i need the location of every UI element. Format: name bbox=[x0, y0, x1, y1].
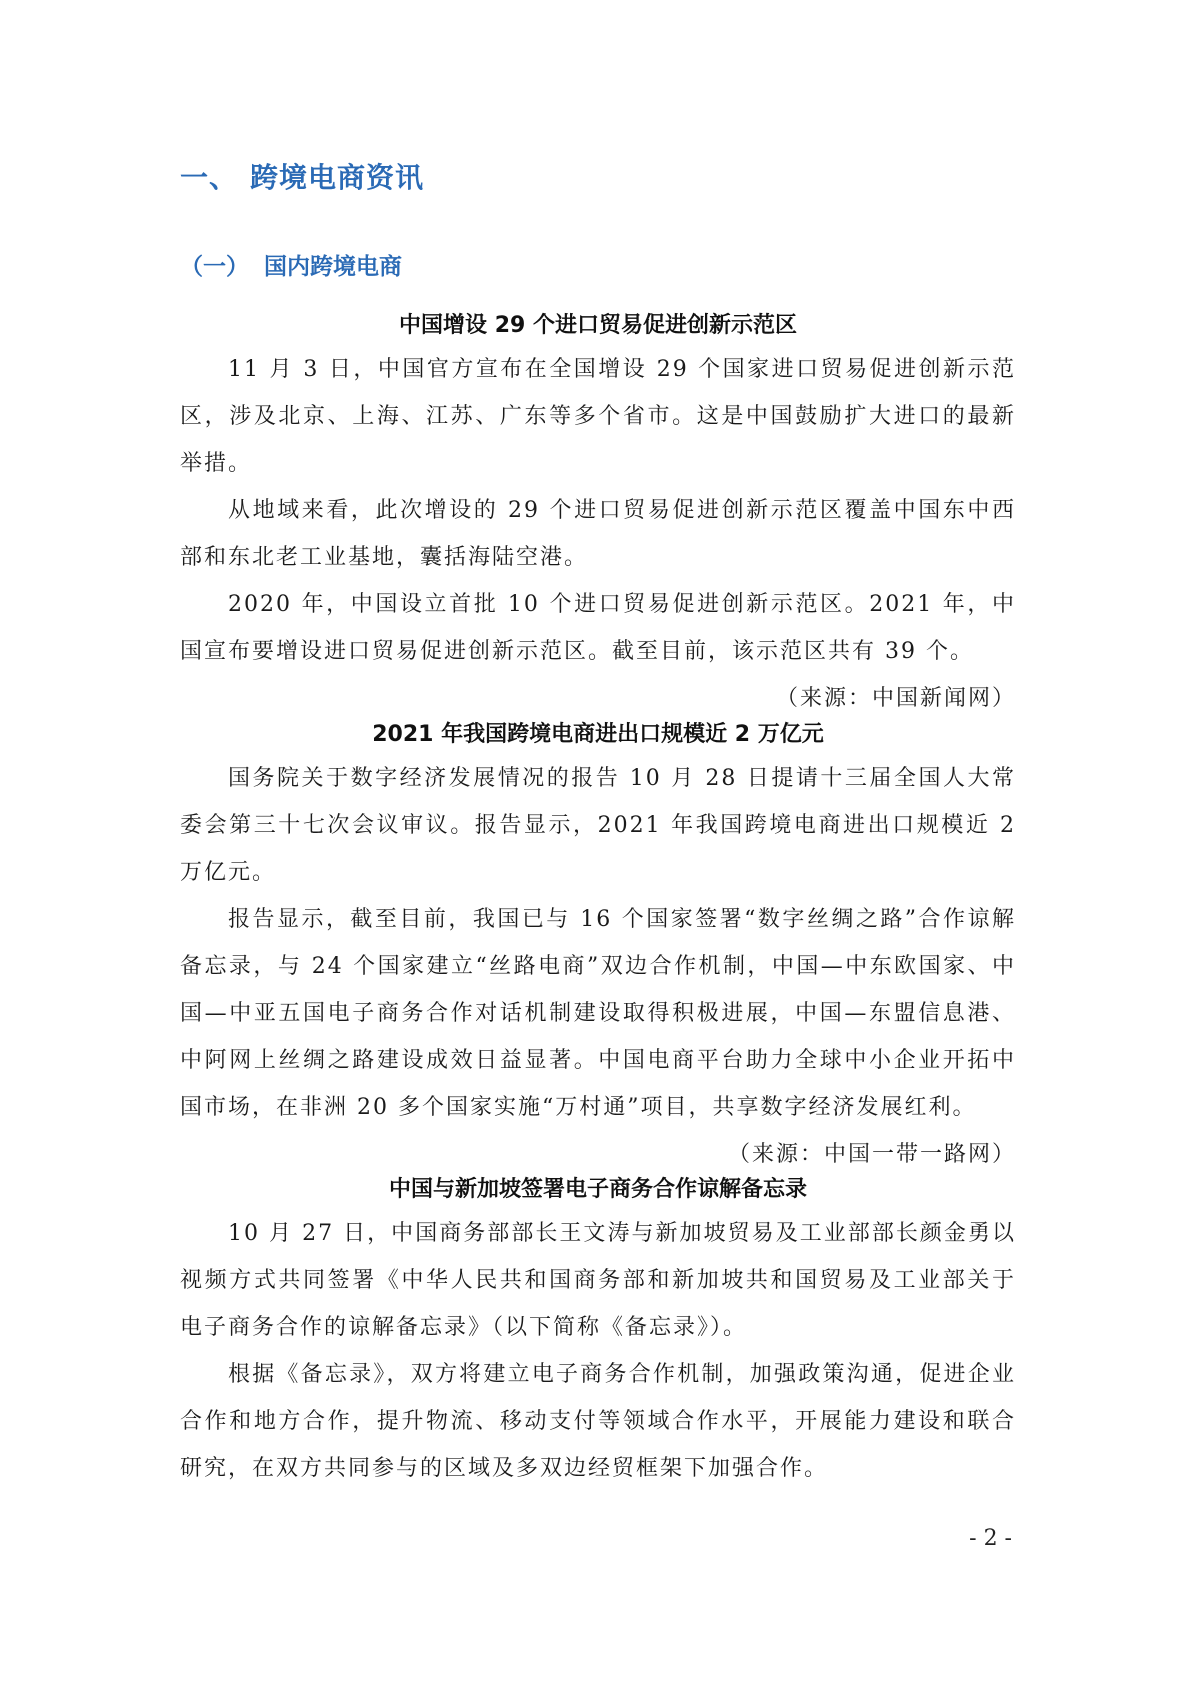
article-paragraph: 国务院关于数字经济发展情况的报告 10 月 28 日提请十三届全国人大常委会第三十七次会议审议。报告显示，2021 年我国跨境电商进出口规模近 2 万亿元。 bbox=[180, 766, 1016, 885]
subsection-number: （一） bbox=[180, 254, 249, 280]
article-source: （来源：中国一带一路网） bbox=[727, 1142, 1016, 1167]
article-china-singapore-mou bbox=[180, 1170, 1016, 1492]
article-title: 中国与新加坡签署电子商务合作谅解备忘录 bbox=[388, 1177, 807, 1202]
article-import-trade-zones bbox=[180, 306, 1016, 722]
page-number: - 2 - bbox=[969, 1526, 1012, 1551]
article-paragraph: 2020 年，中国设立首批 10 个进口贸易促进创新示范区。2021 年，中国宣布要增设进口贸易促进创新示范区。截至目前，该示范区共有 39 个。 bbox=[180, 592, 1016, 664]
article-paragraph: 报告显示，截至目前，我国已与 16 个国家签署“数字丝绸之路”合作谅解备忘录，与 24 个国家建立“丝路电商”双边合作机制，中国—中东欧国家、中国—中亚五国电子商务合作对话机制建设取得积极进展，中国—东盟信息港、中阿网上丝绸之路建设成效日益显著。中国电商平台助力全球中小企业开拓中国市场，在非洲 20 多个国家实施“万村通”项目，共享数字经济发展红利。 bbox=[180, 907, 1016, 1120]
subsection-title: 国内跨境电商 bbox=[264, 254, 402, 280]
section-heading bbox=[180, 156, 424, 196]
article-paragraph: 11 月 3 日，中国官方宣布在全国增设 29 个国家进口贸易促进创新示范区，涉及北京、上海、江苏、广东等多个省市。这是中国鼓励扩大进口的最新举措。 bbox=[180, 357, 1016, 476]
subsection-heading bbox=[180, 248, 402, 281]
article-title: 2021 年我国跨境电商进出口规模近 2 万亿元 bbox=[372, 722, 824, 747]
section-title: 跨境电商资讯 bbox=[250, 161, 425, 194]
article-source: （来源：中国新闻网） bbox=[775, 686, 1016, 711]
article-paragraph: 从地域来看，此次增设的 29 个进口贸易促进创新示范区覆盖中国东中西部和东北老工业基地，囊括海陆空港。 bbox=[180, 498, 1016, 570]
article-cross-border-scale bbox=[180, 715, 1016, 1178]
article-paragraph: 根据《备忘录》，双方将建立电子商务合作机制，加强政策沟通，促进企业合作和地方合作，提升物流、移动支付等领域合作水平，开展能力建设和联合研究，在双方共同参与的区域及多双边经贸框架下加强合作。 bbox=[180, 1362, 1016, 1481]
article-title: 中国增设 29 个进口贸易促进创新示范区 bbox=[399, 313, 797, 338]
section-number: 一、 bbox=[180, 161, 239, 194]
article-paragraph: 10 月 27 日，中国商务部部长王文涛与新加坡贸易及工业部部长颜金勇以视频方式共同签署《中华人民共和国商务部和新加坡共和国贸易及工业部关于电子商务合作的谅解备忘录》（以下简称《备忘录》）。 bbox=[180, 1221, 1016, 1340]
